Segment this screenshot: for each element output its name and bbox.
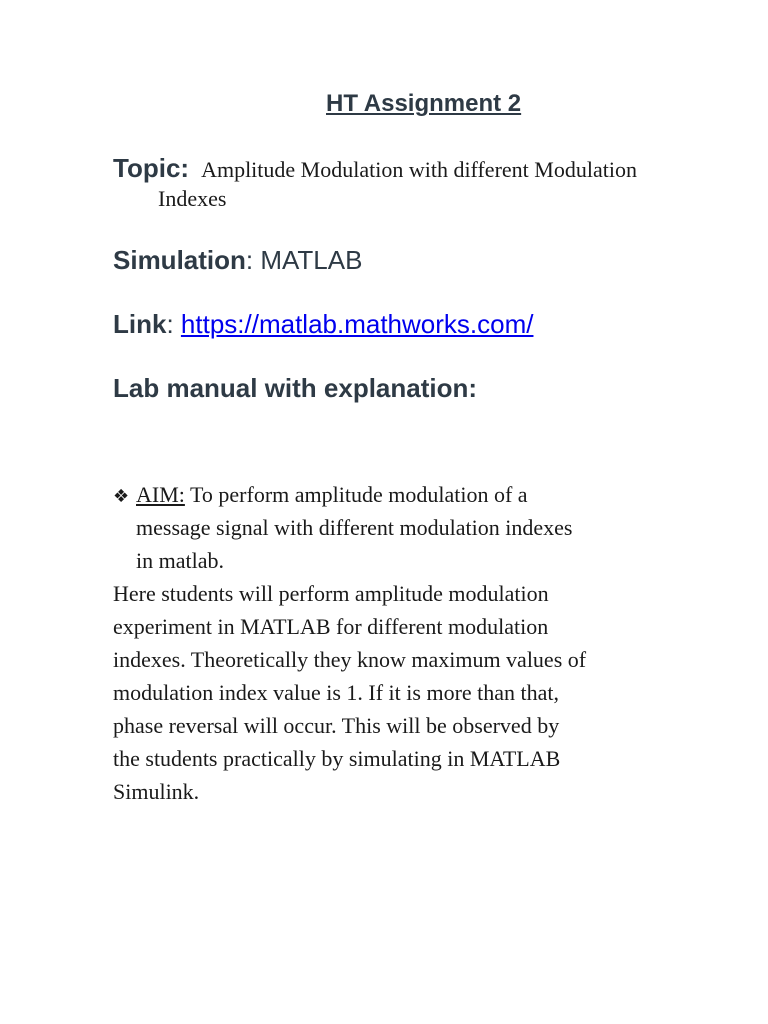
matlab-link[interactable]: https://matlab.mathworks.com/ xyxy=(180,309,534,339)
lab-manual-heading: Lab manual with explanation: xyxy=(113,373,478,403)
simulation-value: : MATLAB xyxy=(245,245,363,275)
topic-value-continued: Indexes xyxy=(158,186,227,211)
aim-label: AIM: xyxy=(136,482,185,507)
paragraph-line-7: Simulink. xyxy=(113,779,200,804)
paragraph-line-4: modulation index value is 1. If it is more than that, xyxy=(113,680,560,705)
topic-label: Topic: xyxy=(113,153,190,183)
paragraph-line-3: indexes. Theoretically they know maximum values of xyxy=(113,647,587,672)
lab-manual-row xyxy=(113,373,477,404)
topic-row xyxy=(113,153,637,184)
link-label: Link xyxy=(113,309,167,339)
aim-text-line-2: message signal with different modulation indexes xyxy=(136,515,573,540)
aim-bullet-item xyxy=(113,482,528,508)
simulation-label: Simulation xyxy=(113,245,246,275)
aim-text-line-3: in matlab. xyxy=(136,548,224,573)
paragraph-line-2: experiment in MATLAB for different modulation xyxy=(113,614,549,639)
link-separator: : xyxy=(166,309,181,339)
aim-text-line-1: To perform amplitude modulation of a xyxy=(184,482,528,507)
paragraph-line-5: phase reversal will occur. This will be observed by xyxy=(113,713,560,738)
paragraph-line-1: Here students will perform amplitude modulation xyxy=(113,581,549,606)
paragraph-line-6: the students practically by simulating in MATLAB xyxy=(113,746,561,771)
simulation-row xyxy=(113,245,362,276)
page-title: HT Assignment 2 xyxy=(326,90,522,117)
topic-value: Amplitude Modulation with different Modulation xyxy=(201,157,637,182)
link-row xyxy=(113,309,533,340)
diamond-bullet-icon: ❖ xyxy=(113,486,130,507)
